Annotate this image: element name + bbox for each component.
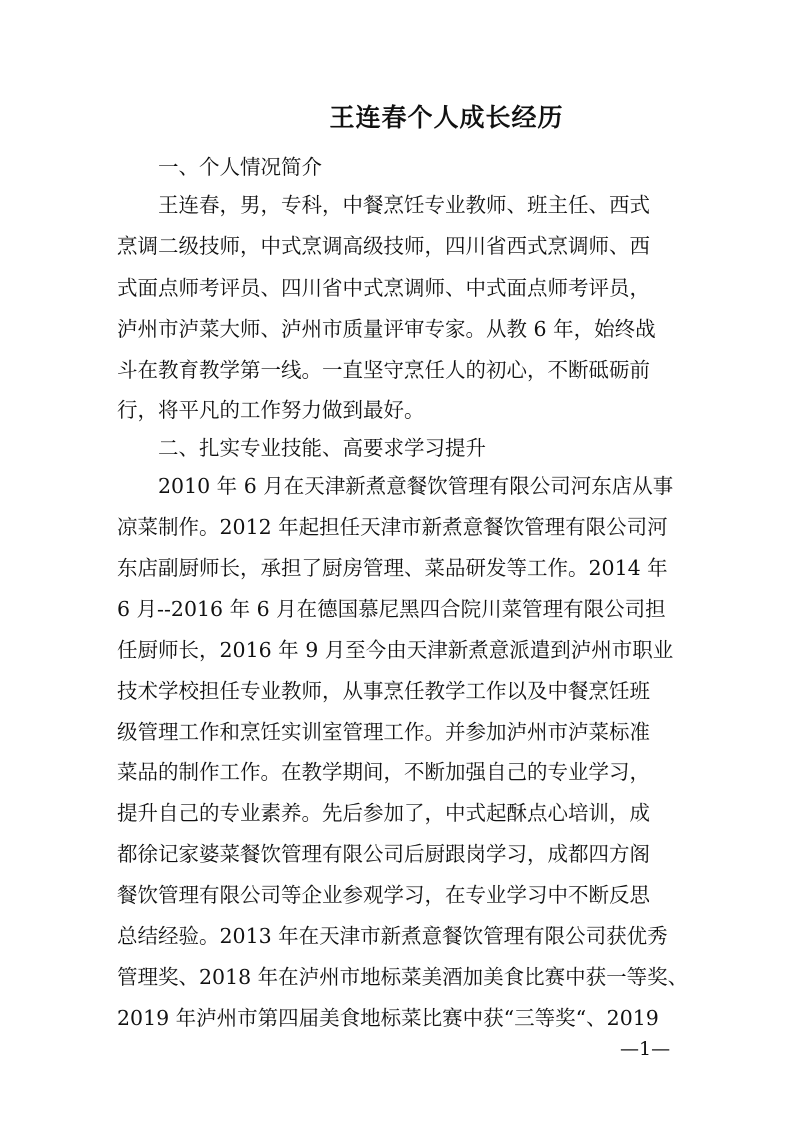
paragraph-line: 管理奖、2018 年在泸州市地标菜美酒加美食比赛中获一等奖、	[117, 965, 689, 989]
section-heading: 二、扎实专业技能、高要求学习提升	[158, 436, 486, 460]
paragraph-line: 2019 年泸州市第四届美食地标菜比赛中获“三等奖“、2019	[117, 1006, 659, 1030]
paragraph-line: 斗在教育教学第一线。一直坚守烹任人的初心，不断砥砺前	[117, 358, 650, 382]
page-title: 王连春个人成长经历	[329, 103, 564, 132]
paragraph-line: 任厨师长，2016 年 9 月至今由天津新煮意派遣到泸州市职业	[117, 638, 674, 662]
paragraph-line: 泸州市泸菜大师、泸州市质量评审专家。从教 6 年，始终战	[117, 317, 656, 341]
paragraph-line: 技术学校担任专业教师，从事烹任教学工作以及中餐烹饪班	[117, 679, 650, 703]
paragraph-line: 烹调二级技师，中式烹调高级技师，四川省西式烹调师、西	[117, 234, 650, 258]
section-heading: 一、个人情况简介	[158, 155, 322, 179]
paragraph-line: 2010 年 6 月在天津新煮意餐饮管理有限公司河东店从事	[158, 474, 674, 498]
paragraph-line: 6 月--2016 年 6 月在德国慕尼黑四合院川菜管理有限公司担	[117, 597, 666, 621]
paragraph-line: 东店副厨师长，承担了厨房管理、菜品研发等工作。2014 年	[117, 556, 668, 580]
page-number: —1—	[620, 1038, 671, 1060]
paragraph-line: 行，将平凡的工作努力做到最好。	[117, 398, 425, 422]
paragraph-line: 菜品的制作工作。在教学期间，不断加强自己的专业学习，	[117, 760, 650, 784]
paragraph-line: 级管理工作和烹饪实训室管理工作。并参加泸州市泸菜标准	[117, 720, 650, 744]
paragraph-line: 凉菜制作。2012 年起担任天津市新煮意餐饮管理有限公司河	[117, 515, 668, 539]
paragraph-line: 式面点师考评员、四川省中式烹调师、中式面点师考评员，	[117, 276, 650, 300]
paragraph-line: 都徐记家婆菜餐饮管理有限公司后厨跟岗学习，成都四方阁	[117, 842, 650, 866]
paragraph-line: 提升自己的专业素养。先后参加了，中式起酥点心培训，成	[117, 801, 650, 825]
paragraph-line: 总结经验。2013 年在天津市新煮意餐饮管理有限公司获优秀	[117, 924, 668, 948]
paragraph-line: 餐饮管理有限公司等企业参观学习，在专业学习中不断反思	[117, 883, 650, 907]
paragraph-line: 王连春，男，专科，中餐烹饪专业教师、班主任、西式	[158, 193, 650, 217]
